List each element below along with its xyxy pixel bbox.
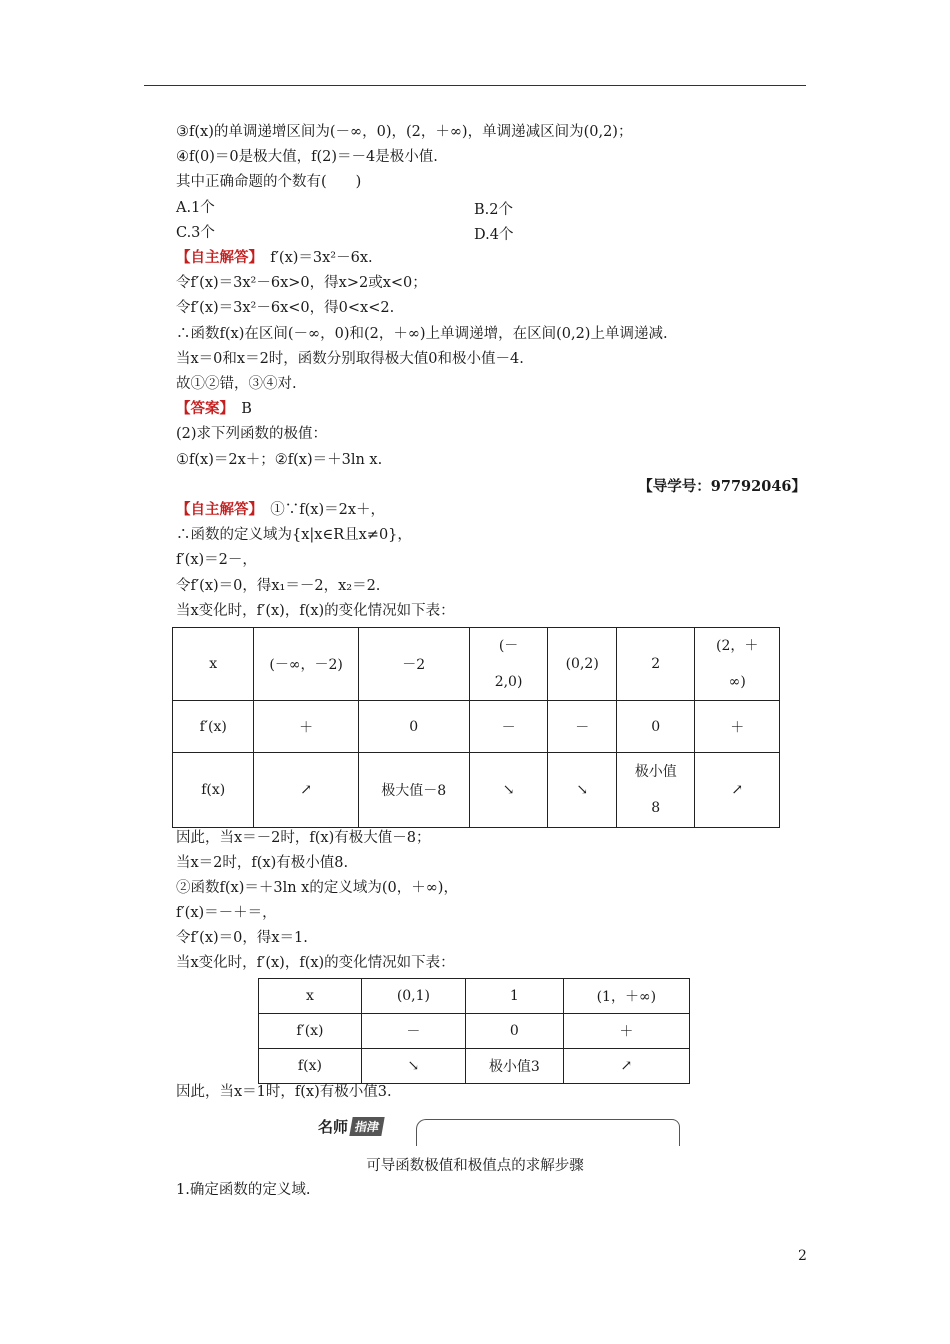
text-line: 当x＝2时，f(x)有极小值8. bbox=[176, 855, 349, 871]
table-cell: (－∞，－2) bbox=[254, 628, 358, 701]
answer-tag: 【答案】 bbox=[176, 400, 227, 417]
table-cell: 0 bbox=[617, 701, 695, 753]
text-line: ①f(x)＝2x＋；②f(x)＝＋3ln x. bbox=[176, 452, 383, 468]
option-c: C.3个 bbox=[176, 225, 215, 241]
teacher-tip-banner bbox=[308, 1115, 678, 1147]
variation-table-2 bbox=[258, 978, 690, 1084]
text-line: f′(x)＝2－， bbox=[176, 552, 257, 568]
header-rule bbox=[144, 85, 806, 86]
option-b: B.2个 bbox=[474, 202, 513, 218]
table-cell: x bbox=[173, 628, 254, 701]
solution-line bbox=[176, 248, 373, 268]
text-line: 因此，当x＝1时，f(x)有极小值3. bbox=[176, 1084, 392, 1100]
text-line: ④f(0)＝0是极大值，f(2)＝－4是极小值. bbox=[176, 149, 438, 165]
table-cell: ＋ bbox=[563, 1014, 689, 1049]
table-cell: 1 bbox=[465, 979, 563, 1014]
self-solution-tag: 【自主解答】 bbox=[176, 501, 256, 518]
table-cell: － bbox=[548, 701, 617, 753]
table-cell: f(x) bbox=[259, 1049, 362, 1084]
table-cell: ↗ bbox=[254, 753, 358, 828]
table-cell: ＋ bbox=[695, 701, 780, 753]
table-cell: (1，＋∞) bbox=[563, 979, 689, 1014]
text-line: 当x变化时，f′(x)，f(x)的变化情况如下表： bbox=[176, 603, 455, 619]
text-line: f′(x)＝－＋＝， bbox=[176, 905, 277, 921]
text-line: 其中正确命题的个数有( ) bbox=[176, 174, 362, 190]
table-cell: 极小值 8 bbox=[617, 753, 695, 828]
text-line: 令f′(x)＝3x²－6x>0，得x>2或x<0； bbox=[176, 275, 427, 291]
text-line: 当x＝0和x＝2时，函数分别取得极大值0和极小值－4. bbox=[176, 351, 524, 367]
table-cell: (0,1) bbox=[361, 979, 465, 1014]
self-solution-tag: 【自主解答】 bbox=[176, 249, 256, 266]
table-cell: － bbox=[469, 701, 548, 753]
text-line: 1.确定函数的定义域. bbox=[176, 1182, 311, 1198]
table-cell: f′(x) bbox=[173, 701, 254, 753]
text-line: 令f′(x)＝3x²－6x<0，得0<x<2. bbox=[176, 300, 395, 316]
text-line: 因此，当x＝－2时，f(x)有极大值－8； bbox=[176, 830, 431, 846]
table-cell: ↗ bbox=[695, 753, 780, 828]
table-cell: f(x) bbox=[173, 753, 254, 828]
table-cell: f′(x) bbox=[259, 1014, 362, 1049]
text-segment: ①∵f(x)＝2x＋， bbox=[255, 502, 386, 518]
section-title: 可导函数极值和极值点的求解步骤 bbox=[366, 1158, 584, 1174]
text-segment: f′(x)＝3x²－6x. bbox=[255, 250, 373, 266]
banner-label: 名师 bbox=[318, 1117, 349, 1136]
table-cell: ↗ bbox=[563, 1049, 689, 1084]
variation-table-1 bbox=[172, 627, 780, 828]
text-line: ∴函数的定义域为{x|x∈R且x≠0}， bbox=[176, 527, 412, 543]
text-line: 故①②错，③④对. bbox=[176, 376, 297, 392]
table-cell: 极大值－8 bbox=[358, 753, 469, 828]
solution-line bbox=[176, 500, 385, 520]
table-cell: (0,2) bbox=[548, 628, 617, 701]
table-cell: 2 bbox=[617, 628, 695, 701]
answer-line bbox=[176, 399, 252, 419]
table-cell: ＋ bbox=[254, 701, 358, 753]
text-line: 当x变化时，f′(x)，f(x)的变化情况如下表： bbox=[176, 955, 455, 971]
page-number: 2 bbox=[798, 1248, 807, 1264]
table-cell: (2，＋ ∞) bbox=[695, 628, 780, 701]
text-line: ∴函数f(x)在区间(－∞，0)和(2，＋∞)上单调递增，在区间(0,2)上单调递减. bbox=[176, 326, 668, 342]
banner-frame bbox=[416, 1119, 680, 1146]
table-cell: 0 bbox=[358, 701, 469, 753]
option-a: A.1个 bbox=[176, 200, 215, 216]
table-cell: －2 bbox=[358, 628, 469, 701]
table-cell: － bbox=[361, 1014, 465, 1049]
text-line: ②函数f(x)＝＋3ln x的定义域为(0，＋∞)， bbox=[176, 880, 458, 896]
option-d: D.4个 bbox=[474, 227, 514, 243]
table-cell: ↘ bbox=[361, 1049, 465, 1084]
text-line: (2)求下列函数的极值： bbox=[176, 426, 328, 442]
table-cell: 0 bbox=[465, 1014, 563, 1049]
table-cell: x bbox=[259, 979, 362, 1014]
text-line: 令f′(x)＝0，得x＝1. bbox=[176, 930, 308, 946]
table-cell: ↘ bbox=[548, 753, 617, 828]
banner-badge: 指津 bbox=[349, 1117, 384, 1136]
answer-value: B bbox=[226, 401, 252, 417]
text-line: ③f(x)的单调递增区间为(－∞，0)，(2，＋∞)，单调递减区间为(0,2)； bbox=[176, 124, 633, 140]
table-cell: 极小值3 bbox=[465, 1049, 563, 1084]
text-line: 令f′(x)＝0，得x₁＝－2，x₂＝2. bbox=[176, 578, 381, 594]
table-cell: (－ 2,0) bbox=[469, 628, 548, 701]
guide-number: 【导学号：97792046】 bbox=[638, 478, 806, 495]
table-cell: ↘ bbox=[469, 753, 548, 828]
